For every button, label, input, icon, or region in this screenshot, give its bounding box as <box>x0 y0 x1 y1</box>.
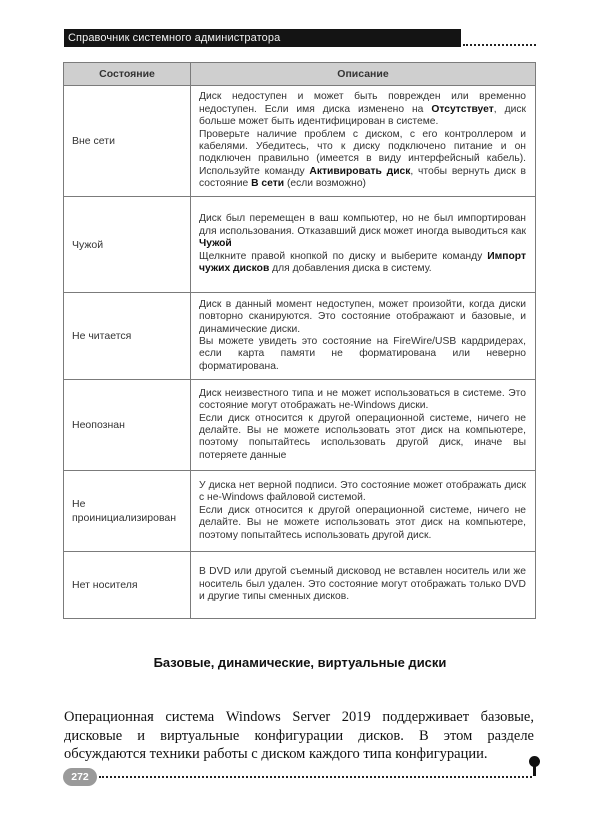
description-cell <box>191 293 536 380</box>
desc-text: Если диск относится к другой операционной системе, ничего не делайте. Вы не можете использовать этот диск на компьютере, поэтому попытайтесь использовать другой диск, иначе вы потеряете данные <box>199 412 526 461</box>
running-header <box>64 29 461 47</box>
desc-text: Диск был перемещен в ваш компьютер, но не был импортирован для использования. Отказавший диск может иногда выводиться как <box>199 213 526 237</box>
description-cell <box>191 552 536 619</box>
desc-text: , чтобы вернуть диск в состояние <box>199 165 526 190</box>
desc-text: Проверьте наличие проблем с диском, с его контроллером и кабелями. Убедитесь, что к диску подключено питание и он подключен правильно (имеется в виду интерфейсный кабель). Используйте команду <box>199 128 526 177</box>
footer-marker-dot <box>529 756 540 767</box>
section-heading: Базовые, динамические, виртуальные диски <box>153 655 447 670</box>
state-cell: Вне сети <box>64 86 191 197</box>
description-cell <box>191 380 536 471</box>
state-cell: Не проинициализирован <box>64 471 191 552</box>
desc-text: Вы можете увидеть это состояние на FireWire/USB кардридерах, если карта памяти не форматирована или неверно форматирована. <box>199 336 526 372</box>
desc-text: Щелкните правой кнопкой по диску и выберите команду <box>199 250 488 262</box>
desc-text: Диск неизвестного типа и не может использоваться в системе. Это состояние могут отображать не-Windows диски. <box>199 387 526 412</box>
table-header-row <box>64 63 536 86</box>
desc-text: для добавления диска в систему. <box>269 263 432 275</box>
disk-states-table <box>63 62 536 619</box>
description-cell <box>191 471 536 552</box>
column-header-state: Состояние <box>64 63 191 86</box>
desc-text: (если возможно) <box>284 178 366 190</box>
desc-text: Если диск относится к другой операционной системе, ничего не делайте. Вы не можете использовать этот диск на компьютере, поэтому попытайтесь использовать другой диск. <box>199 504 526 541</box>
table-row <box>64 380 536 471</box>
state-cell: Чужой <box>64 197 191 293</box>
table-row <box>64 552 536 619</box>
body-paragraph: Операционная система Windows Server 2019 поддерживает базовые, дисковые и виртуальные конфигурации дисков. В этом разделе обсуждаются техники работы с диском каждого типа конфигурации. <box>64 709 534 762</box>
header-dotted-rule <box>463 44 536 46</box>
state-cell: Нет носителя <box>64 552 191 619</box>
desc-text: Диск недоступен и может быть поврежден или временно недоступен. Если имя диска изменено на <box>199 91 526 115</box>
state-cell: Не читается <box>64 293 191 380</box>
state-cell: Неопознан <box>64 380 191 471</box>
desc-bold: Импорт чужих дисков <box>199 250 526 275</box>
table-row <box>64 86 536 197</box>
desc-bold: Отсутствует <box>431 103 494 115</box>
table-row <box>64 197 536 293</box>
desc-text: Диск в данный момент недоступен, может произойти, когда диски повторно сканируются. Это состояние отображают и базовые, и динамические диски. <box>199 298 526 335</box>
footer-marker-stem <box>533 766 536 776</box>
desc-bold: Чужой <box>199 238 232 250</box>
description-cell <box>191 197 536 293</box>
desc-bold: В сети <box>251 178 285 190</box>
table-row <box>64 471 536 552</box>
desc-bold: Активировать диск <box>309 165 411 177</box>
desc-text: , диск больше может быть идентифицирован в системе. <box>199 103 526 128</box>
table-row <box>64 293 536 380</box>
desc-text: У диска нет верной подписи. Это состояние может отображать диск с не-Windows файловой системой. <box>199 479 526 504</box>
page-number-badge: 272 <box>63 768 97 786</box>
column-header-description: Описание <box>191 63 536 86</box>
running-title: Справочник системного администратора <box>68 32 281 44</box>
desc-text: В DVD или другой съемный дисковод не вставлен носитель или же носитель был удален. Это состояние могут отображать только DVD и другие типы сменных дисков. <box>199 566 526 603</box>
description-cell <box>191 86 536 197</box>
footer-dotted-rule <box>99 776 532 778</box>
